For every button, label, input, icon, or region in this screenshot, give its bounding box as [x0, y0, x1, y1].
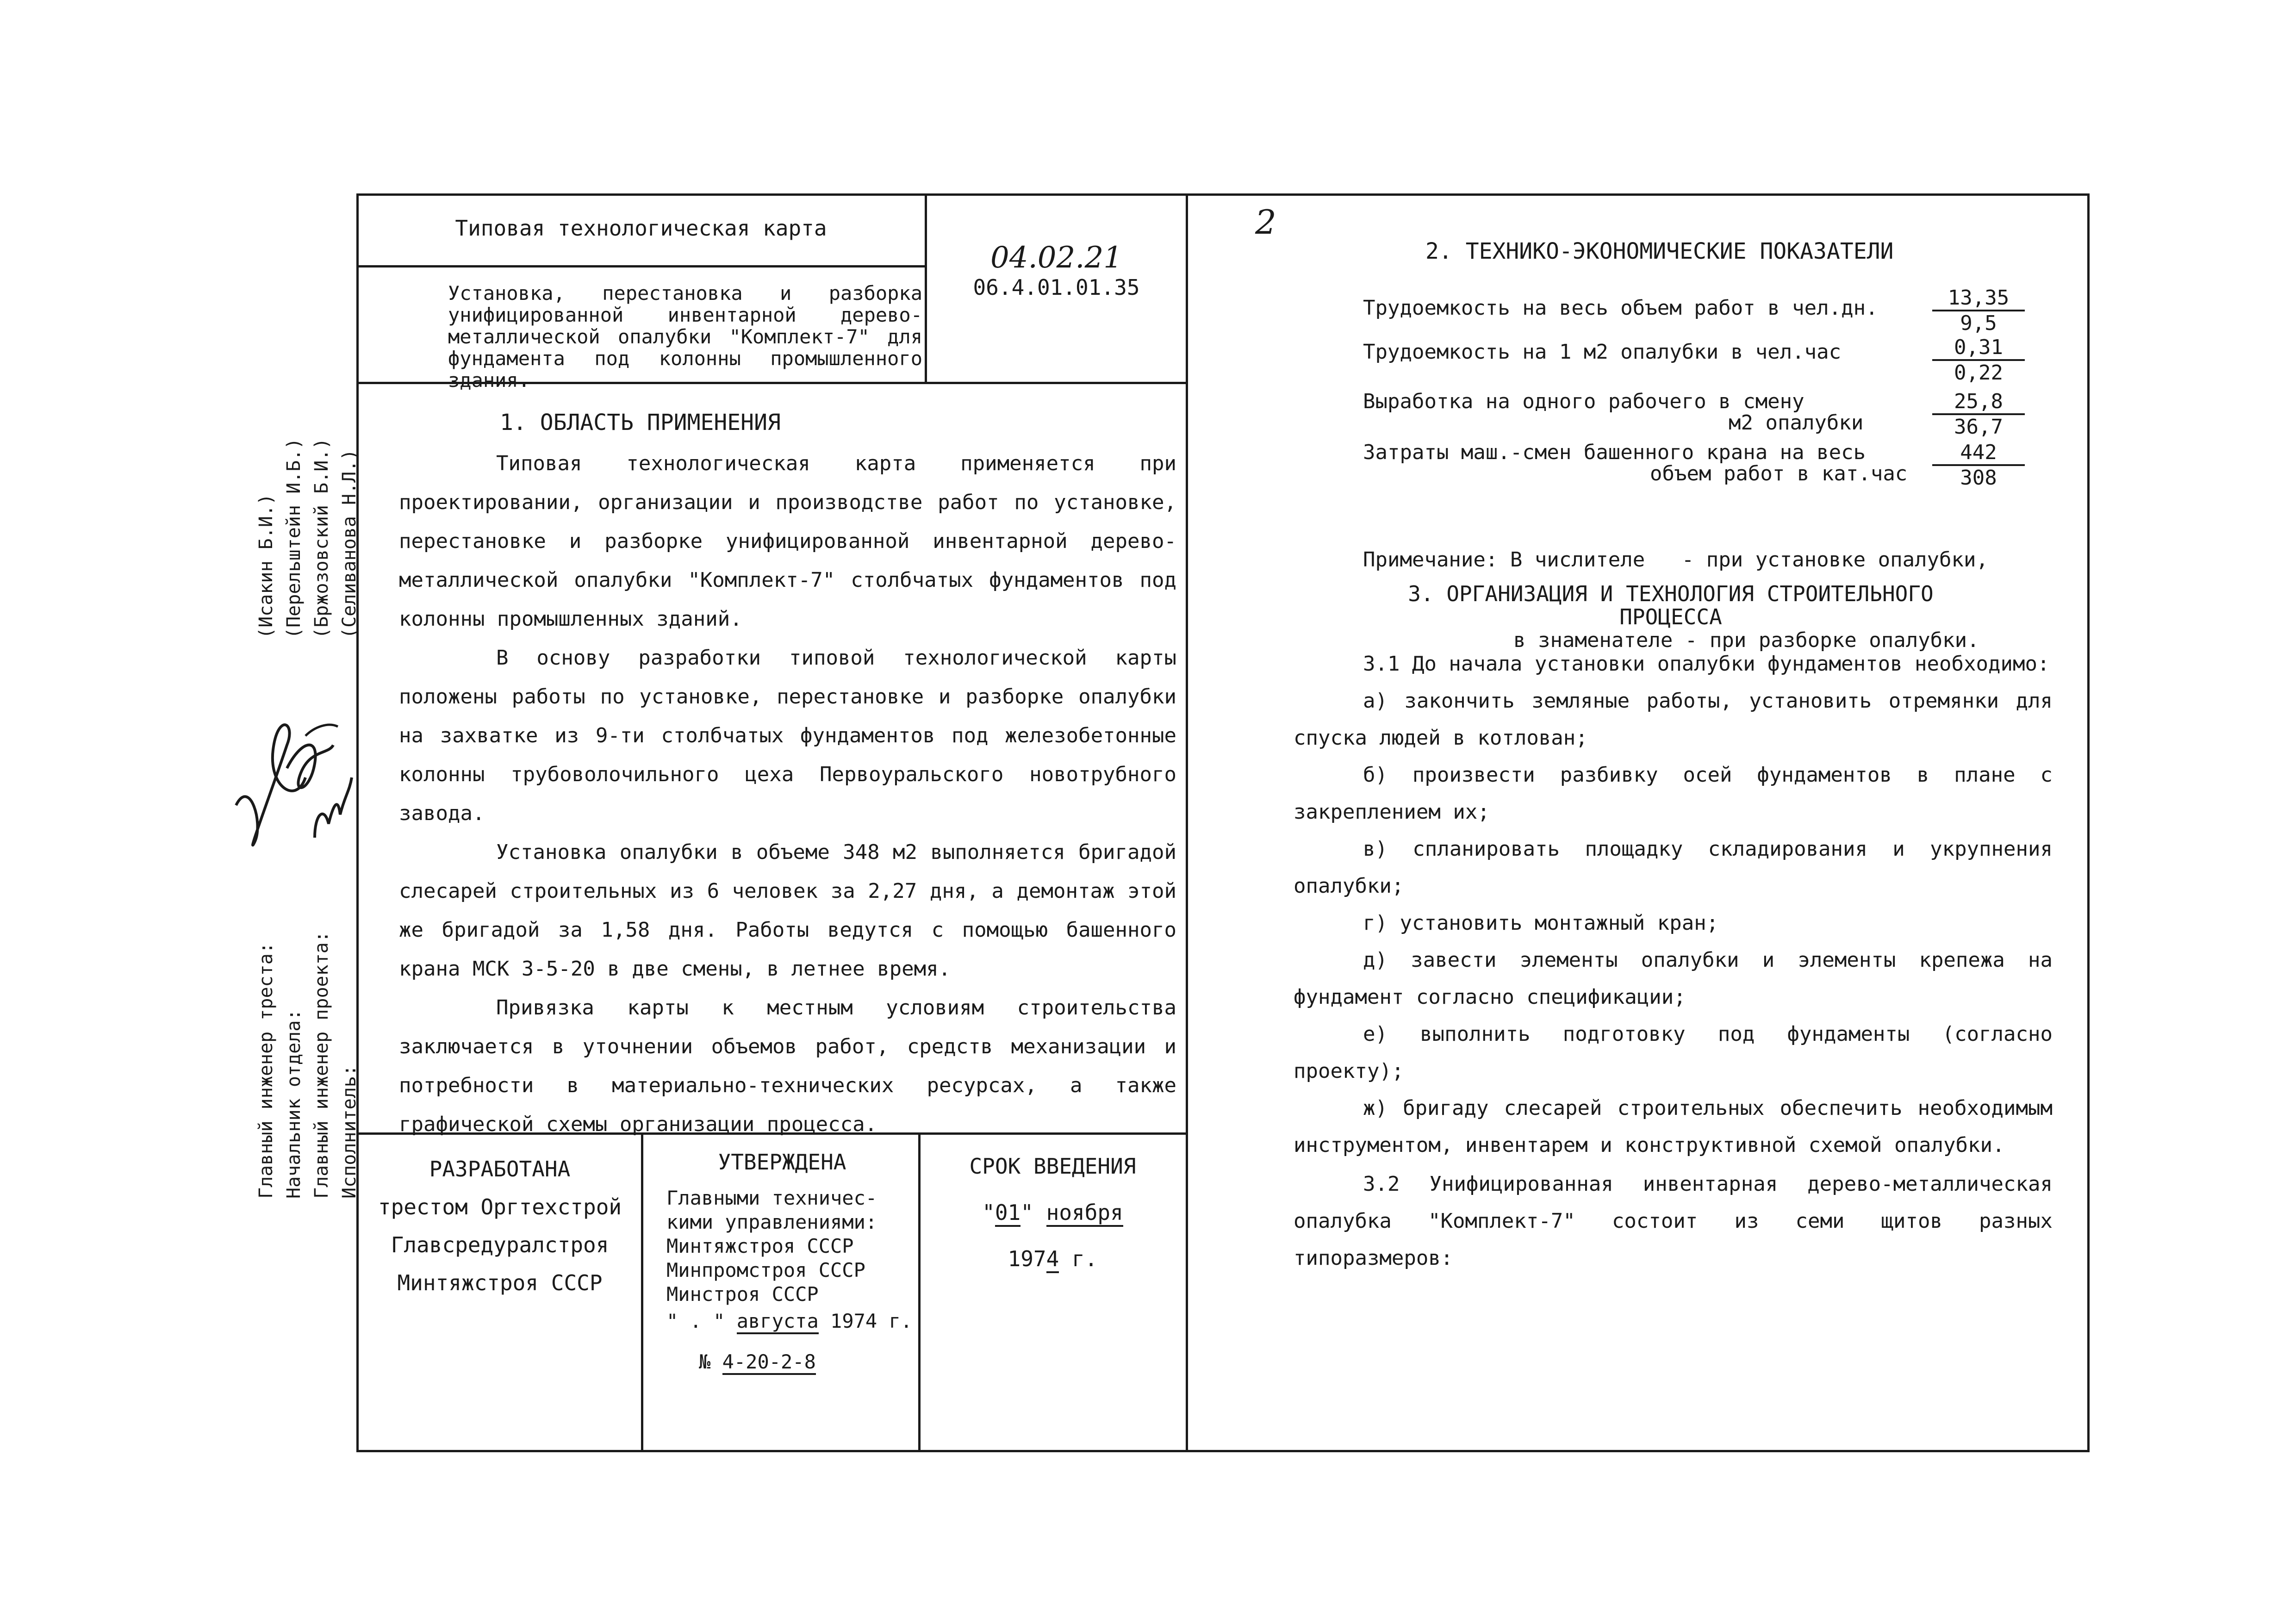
section3-heading — [1342, 582, 1999, 628]
row2-value — [1932, 336, 2025, 385]
doc-title: Установка, перестановка и разборка унифицированной инвентарной дерево-металлической опалубки "Комплект-7" для фундамента под колонны промышленного здания. — [448, 282, 922, 392]
side-role-2: Начальник отдела: — [283, 1009, 305, 1199]
developed-line-3: Минтяжстроя СССР — [397, 1270, 603, 1295]
page-number: 2 — [1255, 203, 1276, 242]
section3-p32: 3.2 Унифицированная инвентарная дерево-металлическая опалубка "Комплект-7" состоит из семи щитов разных типоразмеров: — [1294, 1172, 2053, 1270]
section1-p4: Привязка карты к местным условиям строительства заключается в уточнении объемов работ, средств механизации и потребности в материально-технических ресурсах, а также графической схемы организации процесса. — [399, 996, 1176, 1136]
row2-label: Трудоемкость на 1 м2 опалубки в чел.час — [1363, 340, 1842, 364]
row4-label-1: Затраты маш.-смен башенного крана на весь — [1363, 441, 1866, 464]
note-line-1: Примечание: В числителе - при установке опалубки, — [1363, 548, 1989, 572]
effective-day: 01 — [995, 1200, 1020, 1227]
developed-title: РАЗРАБОТАНА — [429, 1157, 571, 1181]
approved-line-4: Минпромстроя СССР — [666, 1259, 865, 1281]
doc-type: Типовая технологическая карта — [455, 216, 827, 241]
effective-title: СРОК ВВЕДЕНИЯ — [969, 1154, 1136, 1179]
row4-numerator: 442 — [1932, 441, 2025, 466]
effective-year-suffix: г. — [1072, 1246, 1098, 1271]
row3-value — [1932, 390, 2025, 439]
section3-body — [1294, 646, 2053, 1277]
doc-code: 06.4.01.01.35 — [973, 275, 1140, 300]
row1-denominator: 9,5 — [1960, 311, 1997, 335]
row2-denominator: 0,22 — [1954, 361, 2003, 385]
approved-date-month: августа — [737, 1310, 819, 1334]
section1-heading: 1. ОБЛАСТЬ ПРИМЕНЕНИЯ — [500, 410, 781, 435]
approved-line-1: Главными техничес- — [666, 1187, 877, 1209]
row3-label-2: м2 опалубки — [1729, 411, 1864, 435]
effective-month: ноября — [1046, 1200, 1123, 1227]
approved-title: УТВЕРЖДЕНА — [718, 1150, 846, 1175]
row3-label-1: Выработка на одного рабочего в смену — [1363, 390, 1804, 413]
approved-number — [648, 1350, 916, 1374]
section3-heading-1: 3. ОРГАНИЗАЦИЯ И ТЕХНОЛОГИЯ СТРОИТЕЛЬНОГО — [1408, 581, 1934, 606]
item-e: е) выполнить подготовку под фундаменты (согласно проекту); — [1294, 1022, 2053, 1083]
effective-date: "01" ноября — [922, 1196, 1183, 1229]
side-names — [252, 438, 363, 639]
bottom-divider-1 — [641, 1132, 643, 1452]
side-name-2: (Перельштейн И.Б.) — [283, 438, 305, 639]
side-name-1: (Исакин Б.И.) — [255, 493, 277, 639]
row2-numerator: 0,31 — [1932, 336, 2025, 361]
section1-body — [399, 444, 1176, 1144]
section1-p1: Типовая технологическая карта применяется при проектировании, организации и производстве работ по установке, перестановке и разборке унифицированной инвентарной дерево-металлической опалубки "Комплект-7" столбчатых фундаментов под колонны промышленных зданий. — [399, 452, 1176, 631]
effective-year-prefix: 197 — [1008, 1246, 1046, 1271]
row3-label — [1363, 391, 1863, 434]
row1-value — [1932, 286, 2025, 335]
item-b: б) произвести разбивку осей фундаментов в плане с закреплением их; — [1294, 763, 2053, 824]
side-name-4: (Селиванова Н.Л.) — [339, 449, 360, 639]
handwritten-code: 04.02.21 — [990, 241, 1122, 275]
approved-number-value: 4-20-2-8 — [722, 1350, 816, 1375]
approved-date-day: " . " — [666, 1310, 725, 1332]
item-a: а) закончить земляные работы, установить отремянки для спуска людей в котлован; — [1294, 689, 2053, 750]
section3-p31: 3.1 До начала установки опалубки фундаментов необходимо: — [1363, 652, 2050, 676]
effective-year-digit: 4 — [1046, 1246, 1059, 1273]
item-g: г) установить монтажный кран; — [1363, 911, 1719, 935]
side-role-1: Главный инженер треста: — [255, 942, 277, 1199]
item-v: в) спланировать площадку складирования и укрупнения опалубки; — [1294, 837, 2053, 898]
signatures-image — [222, 685, 361, 861]
row3-denominator: 36,7 — [1954, 415, 2003, 439]
row4-label-2: объем работ в кат.час — [1650, 462, 1908, 485]
side-roles — [252, 931, 363, 1199]
row4-label — [1363, 442, 1907, 485]
approved-line-2: кими управлениями: — [666, 1211, 877, 1233]
side-name-3: (Бржозовский Б.И.) — [311, 438, 332, 639]
row3-numerator: 25,8 — [1932, 390, 2025, 415]
developed-line-1: трестом Оргтехстрой — [378, 1194, 622, 1219]
note-line-2: в знаменателе - при разборке опалубки. — [1513, 628, 1979, 652]
section2-heading: 2. ТЕХНИКО-ЭКОНОМИЧЕСКИЕ ПОКАЗАТЕЛИ — [1425, 238, 1894, 264]
developed-block — [361, 1150, 639, 1302]
row1-numerator: 13,35 — [1932, 286, 2025, 311]
approved-block — [648, 1150, 916, 1374]
approved-date-year: 1974 г. — [830, 1310, 913, 1332]
section1-p3: Установка опалубки в объеме 348 м2 выполняется бригадой слесарей строительных из 6 человек за 2,27 дня, а демонтаж этой же бригадой за 1,58 дня. Работы ведутся с помощью башенного крана МСК 3-5-20 в две смены, в летнее время. — [399, 840, 1176, 981]
row4-denominator: 308 — [1960, 466, 1997, 490]
item-d: д) завести элементы опалубки и элементы крепежа на фундамент согласно спецификации; — [1294, 948, 2053, 1009]
approved-number-prefix: № — [699, 1350, 711, 1373]
effective-block — [922, 1150, 1183, 1275]
row1-label: Трудоемкость на весь объем работ в чел.дн. — [1363, 296, 1878, 320]
item-zh: ж) бригаду слесарей строительных обеспечить необходимым инструментом, инвентарем и конструктивной схемой опалубки. — [1294, 1096, 2053, 1157]
effective-year — [922, 1243, 1183, 1275]
header-hline-1 — [356, 265, 927, 267]
side-role-3: Главный инженер проекта: — [311, 931, 332, 1199]
approved-line-5: Минстроя СССР — [666, 1283, 819, 1306]
developed-line-2: Главсредуралстроя — [391, 1232, 609, 1257]
header-divider — [925, 193, 927, 384]
section3-heading-2: ПРОЦЕССА — [1619, 604, 1722, 629]
side-role-4: Исполнитель: — [339, 1065, 360, 1199]
bottom-divider-2 — [918, 1132, 921, 1452]
approved-line-3: Минтяжстроя СССР — [666, 1235, 854, 1257]
row4-value — [1932, 441, 2025, 490]
approved-date — [648, 1309, 916, 1333]
section1-p2: В основу разработки типовой технологической карты положены работы по установке, перестановке и разборке опалубки на захватке из 9-ти столбчатых фундаментов под железобетонные колонны трубоволочильного цеха Первоуральского новотрубного завода. — [399, 646, 1176, 825]
